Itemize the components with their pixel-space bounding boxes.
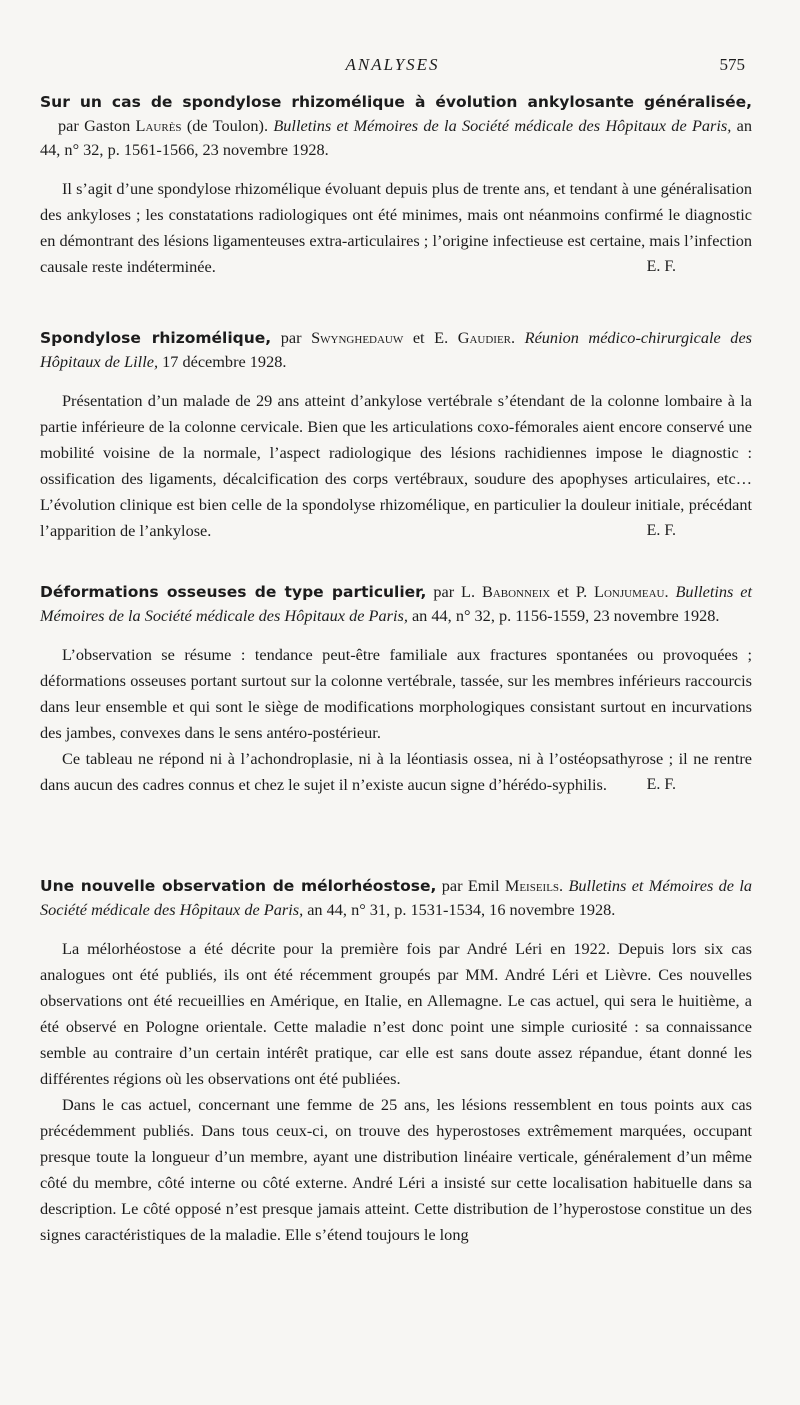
author-name-2: Lonjumeau: [594, 582, 665, 601]
citation-details: an 44, n° 32, p. 1561-1566, 23 novembre 1928.: [40, 116, 752, 159]
author-name: Swynghedauw: [311, 328, 404, 347]
initials-text: E. F.: [646, 522, 676, 539]
byline-prefix: par: [271, 328, 312, 347]
byline-prefix: par Emil: [436, 876, 505, 895]
author-name-2: Gaudier: [457, 328, 511, 347]
initials-text: E. F.: [646, 776, 676, 793]
article-paragraph: La mélorhéostose a été décrite pour la première fois par André Léri en 1922. Depuis lors six cas analogues ont été publiés, ils ont été récemment groupés par MM. André Léri et Lièvre. Ces nouvelles observations ont été recueillies en Amérique, en Italie, en Allemagne. Le cas actuel, qui sera le huitième, a été observé en Pologne orientale. Cette maladie n’est donc point une simple curiosité : sa connaissance semble au contraire d’un certain intérêt pratique, car elle est sans doute assez répandue, étant donné les différentes régions où les observations ont été publiées.: [40, 939, 752, 1088]
journal-name: Bulletins et Mémoires de la Société médicale des Hôpitaux de Paris,: [40, 582, 753, 625]
article-melorheostose: [40, 874, 752, 1248]
article-title: Sur un cas de spondylose rhizomélique à évolution ankylosante généralisée,: [40, 93, 752, 111]
article-title: Une nouvelle observation de mélorhéostose,: [40, 877, 437, 895]
running-title: ANALYSES: [345, 55, 440, 74]
byline-middle: et E.: [403, 328, 458, 347]
journal-name: Réunion médico-chirurgicale des Hôpitaux de Lille,: [40, 328, 753, 371]
byline-prefix: par Gaston: [58, 116, 136, 135]
article-spondylose-rhizomelique: [40, 326, 752, 544]
author-suffix: .: [664, 582, 669, 601]
byline-suffix: .: [559, 876, 569, 895]
citation-details: 17 décembre 1928.: [158, 352, 287, 371]
author-name: Laurès: [135, 116, 182, 135]
initials-text: E. F.: [646, 258, 676, 275]
article-heading: [40, 90, 752, 162]
article-spondylose-generalisee: [40, 90, 752, 280]
article-title: Déformations osseuses de type particulier,: [40, 583, 427, 601]
author-name: Babonneix: [481, 582, 551, 601]
article-paragraph: Présentation d’un malade de 29 ans atteint d’ankylose vertébrale s’étendant de la colonne lombaire à la partie inférieure de la colonne cervicale. Bien que les articulations coxo-fémorales aient encore conservé une mobilité voisine de la normale, l’aspect radiologique des lésions rachidiennes impose le diagnostic : ossification des ligaments, décalcification des corps vertébraux, soudure des apophyses articulaires, etc… L’évolution clinique est bien celle de la spondolyse rhizomélique, en particulier la douleur initiale, précédant l’apparition de l’ankylose.: [40, 391, 752, 540]
article-heading: Spondylose rhizomélique, par Swynghedauw et E. Gaudier. Réunion médico-chirurgicale des Hôpitaux de Lille, 17 décembre 1928.: [40, 328, 753, 371]
citation-details: an 44, n° 31, p. 1531-1534, 16 novembre 1928.: [303, 900, 616, 919]
byline-suffix: (de Toulon).: [181, 116, 274, 135]
byline-middle: et P.: [550, 582, 595, 601]
article-heading: [40, 874, 752, 922]
article-paragraph: Dans le cas actuel, concernant une femme de 25 ans, les lésions ressemblent en tous points aux cas précédemment publiés. Dans tous ceux-ci, on trouve des hyperostoses extrêmement marquées, occupant presque toute la longueur d’un membre, ayant une distribution linéaire verticale, généralement d’un même côté du membre, côté interne ou côté externe. André Léri a insisté sur cette localisation habituelle dans sa description. Le côté opposé n’est presque jamais atteint. Cette distribution de l’hyperostose constitue un des signes caractéristiques de la maladie. Elle s’étend toujours le long: [40, 1095, 752, 1244]
article-paragraph: L’observation se résume : tendance peut-être familiale aux fractures spontanées ou provoquées ; déformations osseuses portant surtout sur la colonne vertébrale, tassée, sur les membres inférieurs raccourcis dans leur ensemble et qui sont le siège de modifications morphologiques consistant surtout en incurvations des jambes, convexes dans le sens antéro-postérieur.: [40, 645, 752, 742]
journal-name: Bulletins et Mémoires de la Société médicale des Hôpitaux de Paris,: [40, 876, 753, 919]
article-paragraph: Ce tableau ne répond ni à l’achondroplasie, ni à la léontiasis ossea, ni à l’ostéopsathyrose ; il ne rentre dans aucun des cadres connus et chez le sujet il n’existe aucun signe d’hérédo-syphilis.: [40, 749, 752, 794]
article-title: Spondylose rhizomélique,: [40, 329, 272, 347]
journal-name: Bulletins et Mémoires de la Société médicale des Hôpitaux de Paris,: [273, 116, 732, 135]
page-number: 575: [719, 55, 745, 74]
article-deformations-osseuses: [40, 580, 752, 798]
citation-details: an 44, n° 32, p. 1156-1559, 23 novembre 1928.: [407, 606, 720, 625]
author-name: Meiseils: [504, 876, 560, 895]
article-paragraph: Il s’agit d’une spondylose rhizomélique évoluant depuis plus de trente ans, et tendant à une généralisation des ankyloses ; les constatations radiologiques ont été minimes, mais ont néanmoins confirmé le diagnostic en démontrant des lésions ligamenteuses extra-articulaires ; l’origine infectieuse est certaine, mais l’infection causale reste indéterminée.: [40, 179, 752, 276]
byline-prefix: par L.: [426, 582, 482, 601]
article-heading: [40, 580, 752, 628]
running-header: [40, 55, 745, 79]
